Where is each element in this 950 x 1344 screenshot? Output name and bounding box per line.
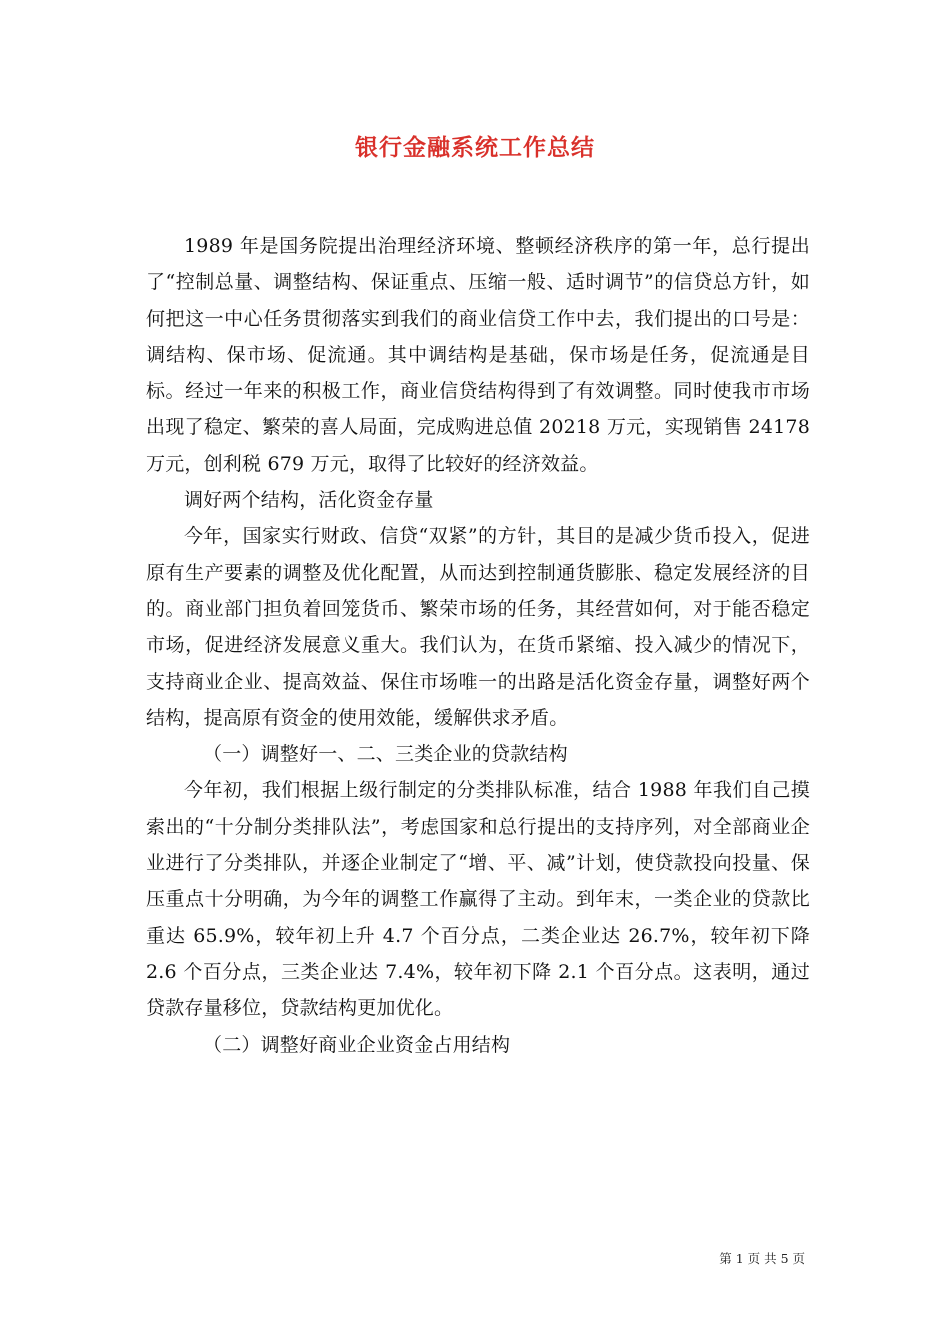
page-number: 第 1 页 共 5 页 <box>719 1251 805 1266</box>
body-paragraph: 今年初，我们根据上级行制定的分类排队标准，结合 1988 年我们自己摸索出的“十分制分类排队法”，考虑国家和总行提出的支持序列，对全部商业企业进行了分类排队，并逐企业制定了“增、平、减”计划，使贷款投向投量、保压重点十分明确，为今年的调整工作赢得了主动。到年末，一类企业的贷款比重达 65.9%，较年初上升 4.7 个百分点，二类企业达 26.7%，较年初下降 2.6 个百分点，三类企业达 7.4%，较年初下降 2.1 个百分点。这表明，通过贷款存量移位，贷款结构更加优化。 <box>146 779 810 1020</box>
document-title: 银行金融系统工作总结 <box>355 134 595 161</box>
intro-paragraph: 1989 年是国务院提出治理经济环境、整顿经济秩序的第一年，总行提出了“控制总量、调整结构、保证重点、压缩一般、适时调节”的信贷总方针，如何把这一中心任务贯彻落实到我们的商业信贷工作中去，我们提出的口号是：调结构、保市场、促流通。其中调结构是基础，保市场是任务，促流通是目标。经过一年来的积极工作，商业信贷结构得到了有效调整。同时使我市市场出现了稳定、繁荣的喜人局面，完成购进总值 20218 万元，实现销售 24178 万元，创利税 679 万元，取得了比较好的经济效益。 <box>146 235 810 475</box>
document-body <box>146 228 810 1063</box>
subsection-heading-1: （一）调整好一、二、三类企业的贷款结构 <box>203 743 568 766</box>
body-paragraph: 今年，国家实行财政、信贷“双紧”的方针，其目的是减少货币投入，促进原有生产要素的调整及优化配置，从而达到控制通货膨胀、稳定发展经济的目的。商业部门担负着回笼货币、繁荣市场的任务，其经营如何，对于能否稳定市场，促进经济发展意义重大。我们认为，在货币紧缩、投入减少的情况下，支持商业企业、提高效益、保住市场唯一的出路是活化资金存量，调整好两个结构，提高原有资金的使用效能，缓解供求矛盾。 <box>146 525 810 729</box>
section-heading: 调好两个结构，活化资金存量 <box>184 489 434 512</box>
subsection-heading-2: （二）调整好商业企业资金占用结构 <box>203 1033 511 1056</box>
